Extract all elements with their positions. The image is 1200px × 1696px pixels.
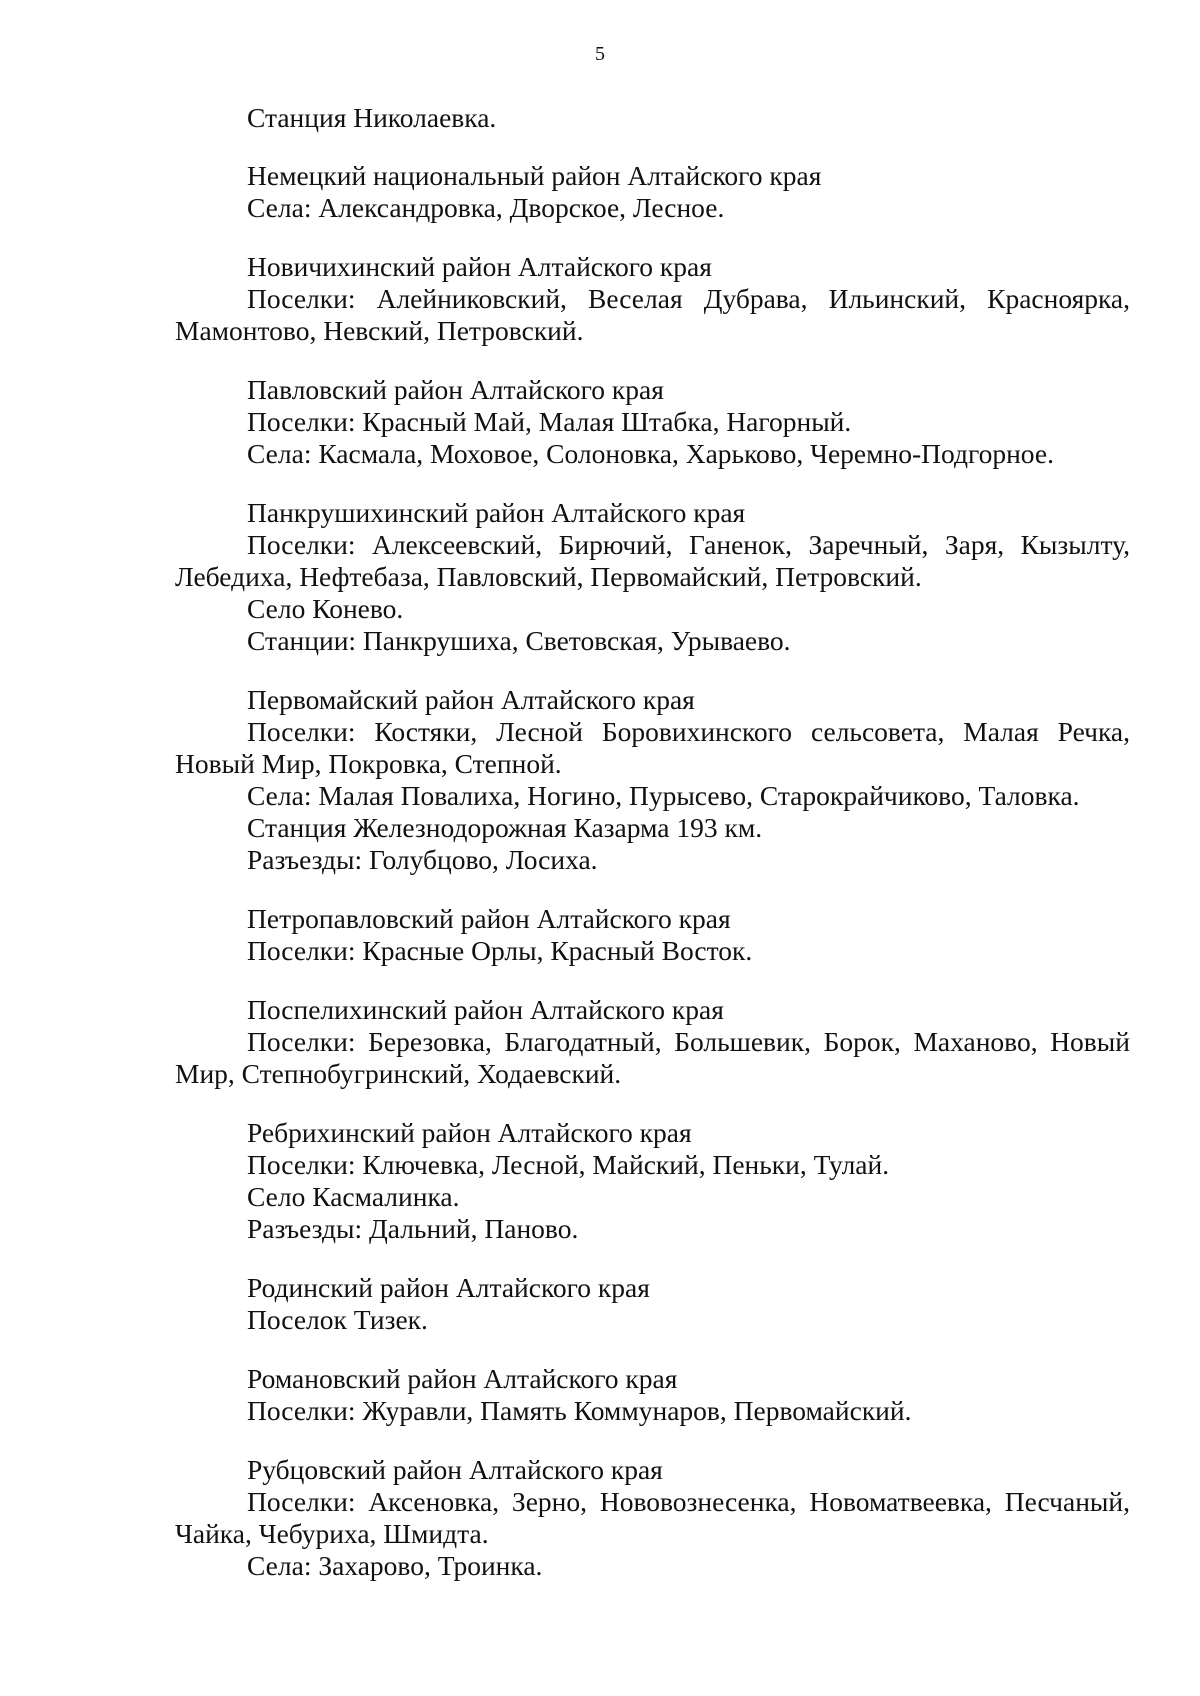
section-pavlovsky-district xyxy=(175,374,1130,470)
section-pervomaisky-district xyxy=(175,684,1130,876)
district-heading: Петропавловский район Алтайского края xyxy=(247,903,731,934)
district-heading: Панкрушихинский район Алтайского края xyxy=(247,497,746,528)
section-romanovsky-district xyxy=(175,1363,1130,1427)
section-rubtsovsky-district xyxy=(175,1454,1130,1582)
section-line: Поселки: Журавли, Память Коммунаров, Первомайский. xyxy=(247,1395,912,1426)
section-line: Поселки: Аксеновка, Зерно, Нововознесенка, Новоматвеевка, Песчаный, Чайка, Чебуриха, Шмидта. xyxy=(175,1486,1130,1549)
section-nemetsky-district xyxy=(175,160,1130,224)
section-rebrikhinsky-district xyxy=(175,1117,1130,1245)
document-body xyxy=(175,102,1130,1609)
district-heading: Ребрихинский район Алтайского края xyxy=(247,1117,692,1148)
section-line: Поселок Тизек. xyxy=(247,1304,428,1335)
section-line: Села: Александровка, Дворское, Лесное. xyxy=(247,192,725,223)
section-line: Разъезды: Голубцово, Лосиха. xyxy=(247,844,598,875)
section-line: Поселки: Красный Май, Малая Штабка, Нагорный. xyxy=(247,406,852,437)
district-heading: Поспелихинский район Алтайского края xyxy=(247,994,724,1025)
section-rodinsky-district xyxy=(175,1272,1130,1336)
district-heading: Павловский район Алтайского края xyxy=(247,374,664,405)
section-line: Села: Захарово, Троинка. xyxy=(247,1550,543,1581)
section-line: Поселки: Березовка, Благодатный, Большевик, Борок, Маханово, Новый Мир, Степнобугринский, Ходаевский. xyxy=(175,1026,1130,1089)
district-heading: Немецкий национальный район Алтайского края xyxy=(247,160,822,191)
section-line: Поселки: Ключевка, Лесной, Майский, Пеньки, Тулай. xyxy=(247,1149,890,1180)
section-line: Станция Николаевка. xyxy=(247,102,497,133)
section-petropavlovsky-district xyxy=(175,903,1130,967)
section-station-nikolaevka xyxy=(175,102,1130,134)
district-heading: Новичихинский район Алтайского края xyxy=(247,251,712,282)
page-number: 5 xyxy=(595,43,605,65)
section-line: Села: Малая Повалиха, Ногино, Пурысево, Старокрайчиково, Таловка. xyxy=(247,780,1080,811)
section-pankrushikhinsky-district xyxy=(175,497,1130,657)
district-heading: Рубцовский район Алтайского края xyxy=(247,1454,663,1485)
section-line: Село Конево. xyxy=(247,593,404,624)
district-heading: Первомайский район Алтайского края xyxy=(247,684,695,715)
section-pospelikhinsky-district xyxy=(175,994,1130,1090)
section-line: Станция Железнодорожная Казарма 193 км. xyxy=(247,812,763,843)
district-heading: Родинский район Алтайского края xyxy=(247,1272,650,1303)
section-line: Село Касмалинка. xyxy=(247,1181,460,1212)
section-line: Разъезды: Дальний, Паново. xyxy=(247,1213,579,1244)
district-heading: Романовский район Алтайского края xyxy=(247,1363,678,1394)
section-novichikhinsky-district xyxy=(175,251,1130,347)
section-line: Станции: Панкрушиха, Световская, Урываево. xyxy=(247,625,791,656)
section-line: Поселки: Алейниковский, Веселая Дубрава, Ильинский, Красноярка, Мамонтово, Невский, Петровский. xyxy=(175,283,1130,346)
section-line: Поселки: Костяки, Лесной Боровихинского сельсовета, Малая Речка, Новый Мир, Покровка, Степной. xyxy=(175,716,1130,779)
section-line: Поселки: Алексеевский, Бирючий, Ганенок, Заречный, Заря, Кызылту, Лебедиха, Нефтебаза, Павловский, Первомайский, Петровский. xyxy=(175,529,1130,592)
section-line: Села: Касмала, Моховое, Солоновка, Харьково, Черемно-Подгорное. xyxy=(247,438,1054,469)
section-line: Поселки: Красные Орлы, Красный Восток. xyxy=(247,935,753,966)
